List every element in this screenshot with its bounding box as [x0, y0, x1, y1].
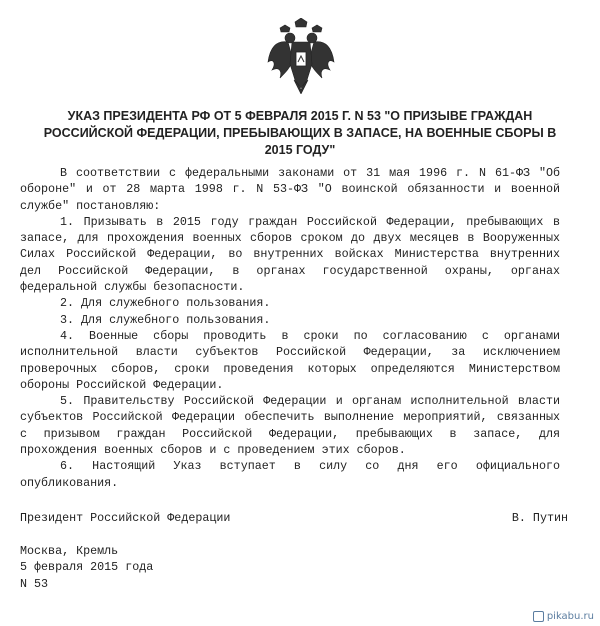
clause-4: 4. Военные сборы проводить в сроки по согласованию с органами исполнительной власти субъектов Российской Федерации, за исключением проверочных сборов, сроки проведения которых определяются Министерством обороны Российской Федерации.: [20, 328, 560, 392]
issue-details: [20, 543, 153, 592]
issue-date: 5 февраля 2015 года: [20, 560, 154, 575]
watermark-icon: [533, 611, 544, 622]
preamble-paragraph: В соответствии с федеральными законами от 31 мая 1996 г. N 61-ФЗ "Об обороне" и от 28 марта 1998 г. N 53-ФЗ "О воинской обязанности и военной службе" постановляю:: [20, 166, 560, 213]
clause-1: 1. Призывать в 2015 году граждан Российской Федерации, пребывающих в запасе, для прохождения военных сборов сроком до двух месяцев в Вооруженных Силах Российской Федерации, во внутренних войсках Министерства внутренних дел Российской Федерации, в органах государственной охраны, органах федеральной службы безопасности.: [20, 214, 560, 295]
decree-number: N 53: [20, 576, 49, 591]
clause-6: 6. Настоящий Указ вступает в силу со дня его официального опубликования.: [20, 459, 560, 490]
decree-body: [20, 165, 560, 491]
signatory-name: В. Путин: [511, 511, 568, 525]
watermark-text: pikabu.ru: [546, 611, 594, 622]
signature-block: [20, 510, 568, 526]
issue-location: Москва, Кремль: [20, 544, 119, 558]
signatory-position: Президент Российской Федерации: [20, 511, 231, 525]
page-title: УКАЗ ПРЕЗИДЕНТА РФ ОТ 5 ФЕВРАЛЯ 2015 Г. N 53 "О ПРИЗЫВЕ ГРАЖДАН РОССИЙСКОЙ ФЕДЕРАЦИИ, ПРЕБЫВАЮЩИХ В ЗАПАСЕ, НА ВОЕННЫЕ СБОРЫ В 2015 ГОДУ": [43, 109, 557, 157]
clause-3: 3. Для служебного пользования.: [60, 312, 271, 327]
clause-5: 5. Правительству Российской Федерации и органам исполнительной власти субъектов Российской Федерации обеспечить выполнение мероприятий, связанных с призывом граждан Российской Федерации, пребывающих в запасе, для прохождения военных сборов и с проведением этих сборов.: [20, 394, 560, 458]
clause-2: 2. Для служебного пользования.: [60, 296, 271, 311]
watermark: [533, 611, 594, 622]
coat-of-arms-icon: [266, 18, 336, 94]
